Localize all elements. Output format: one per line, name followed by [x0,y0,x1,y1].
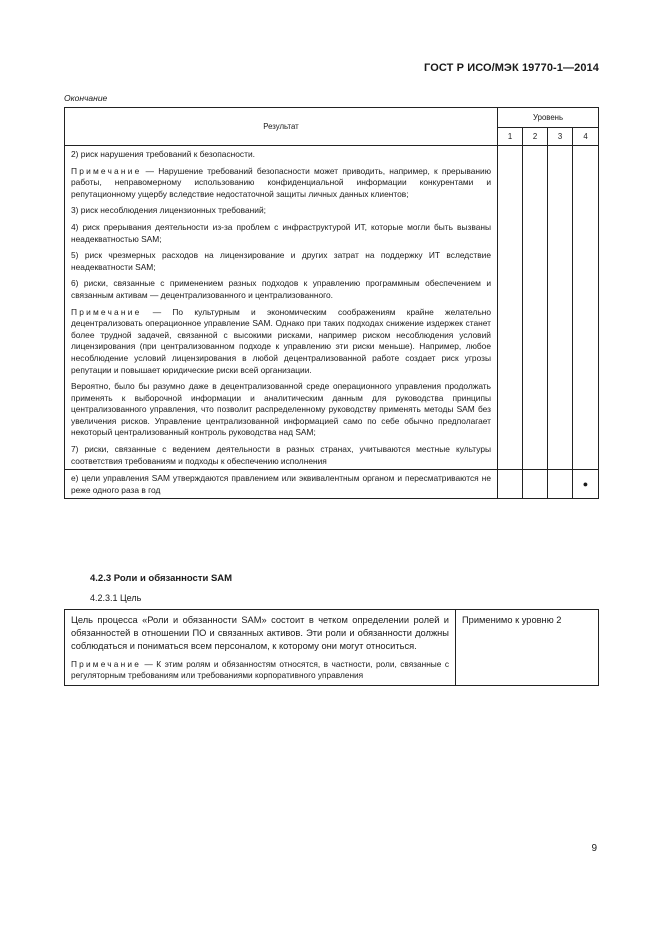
level-cell [523,470,548,499]
risk-item-7: 7) риски, связанные с ведением деятельности в разных странах, учитываются местные культуры соответствия требованиям и подходы к обеспечению исполнения [71,444,491,466]
document-code: ГОСТ Р ИСО/МЭК 19770-1—2014 [424,62,599,74]
level-cell [498,470,523,499]
note-paragraph [71,166,491,201]
level-cell [548,146,573,470]
table-row [65,610,599,686]
note-text: — Нарушение требований безопасности может приводить, например, к прерыванию работы, неправомерному использованию конфиденциальной информации конкурентами и репутационному ущербу вследствие недостаточной защиты личных данных клиентов; [71,165,491,199]
level-cell [548,470,573,499]
purpose-table [64,609,599,686]
note-paragraph [71,307,491,377]
note-label: Примечание [71,658,142,669]
risk-item-5: 5) риск чрезмерных расходов на лицензирование и других затрат на поддержку ИТ вследствие неадекватности SAM; [71,250,491,272]
table-row [65,146,599,470]
result-cell [65,470,498,499]
col-header-level: Уровень [498,108,599,128]
result-cell [65,146,498,470]
level-cell [498,146,523,470]
page-number: 9 [591,843,597,854]
note-paragraph [71,659,449,682]
table-row [65,470,599,499]
body-paragraph: Вероятно, было бы разумно даже в децентрализованной среде операционного управления продолжать применять к выборочной информации и аналитическим данным для руководства принципы централизованного управления, что позволит распределенному руководству применять методы SAM без увеличения рисков. Управление централизованной информацией само по себе обычно предполагает некоторый централизованный контроль руководства над SAM; [71,381,491,438]
applicability-text: Применимо к уровню 2 [462,615,562,625]
level-cell [523,146,548,470]
note-label: Примечание [71,165,142,176]
applicability-cell [456,610,599,686]
level-cell [573,146,599,470]
section-title: 4.2.3 Роли и обязанности SAM [90,573,233,584]
continuation-label: Окончание [64,93,108,103]
risk-item-4: 4) риск прерывания деятельности из-за проблем с инфраструктурой ИТ, которые могли быть вызваны неадекватностью SAM; [71,221,491,244]
purpose-cell [65,610,456,686]
results-table [64,107,599,499]
result-item-e: е) цели управления SAM утверждаются правлением или эквивалентным органом и пересматриваются не реже одного раза в год [71,473,491,495]
purpose-text: Цель процесса «Роли и обязанности SAM» состоит в четком определении ролей и обязанностей в отношении ПО и связанных активов. Эти роли и обязанности должны соблюдаться и пониматься всем персоналом, к которому они могут относиться. [71,615,449,652]
level-number: 4 [573,128,599,146]
risk-item-3: 3) риск несоблюдения лицензионных требований; [71,205,266,216]
level-number: 2 [523,128,548,146]
note-text: — По культурным и экономическим соображениям крайне желательно децентрализовать операционное управление SAM. Однако при таких подходах снижение издержек станет более трудной задачей, связанной с высокими рисками, например риском несоблюдения условий лицензирования (при централизованном подходе к управлению эти риски меньше). Например, любое несоблюдение условий лицензирования в любой децентрализованной работе создает риск угрозы репутации и повышает юридические риски всей организации. [71,306,491,375]
level-4-marker: ● [573,470,599,499]
note-text: — К этим ролям и обязанностям относятся, в частности, роли, связанные с регуляторным требованиям или требованиями корпоративного управления [71,658,449,681]
risk-item-6: 6) риски, связанные с применением разных подходов к управлению программным обеспечением и связанным активам — децентрализованного и централизованного. [71,278,491,300]
note-label: Примечание [71,306,142,317]
level-number: 1 [498,128,523,146]
subsection-title: 4.2.3.1 Цель [90,593,142,603]
level-number: 3 [548,128,573,146]
col-header-result: Результат [65,108,498,146]
risk-item-2: 2) риск нарушения требований к безопасности. [71,149,255,159]
